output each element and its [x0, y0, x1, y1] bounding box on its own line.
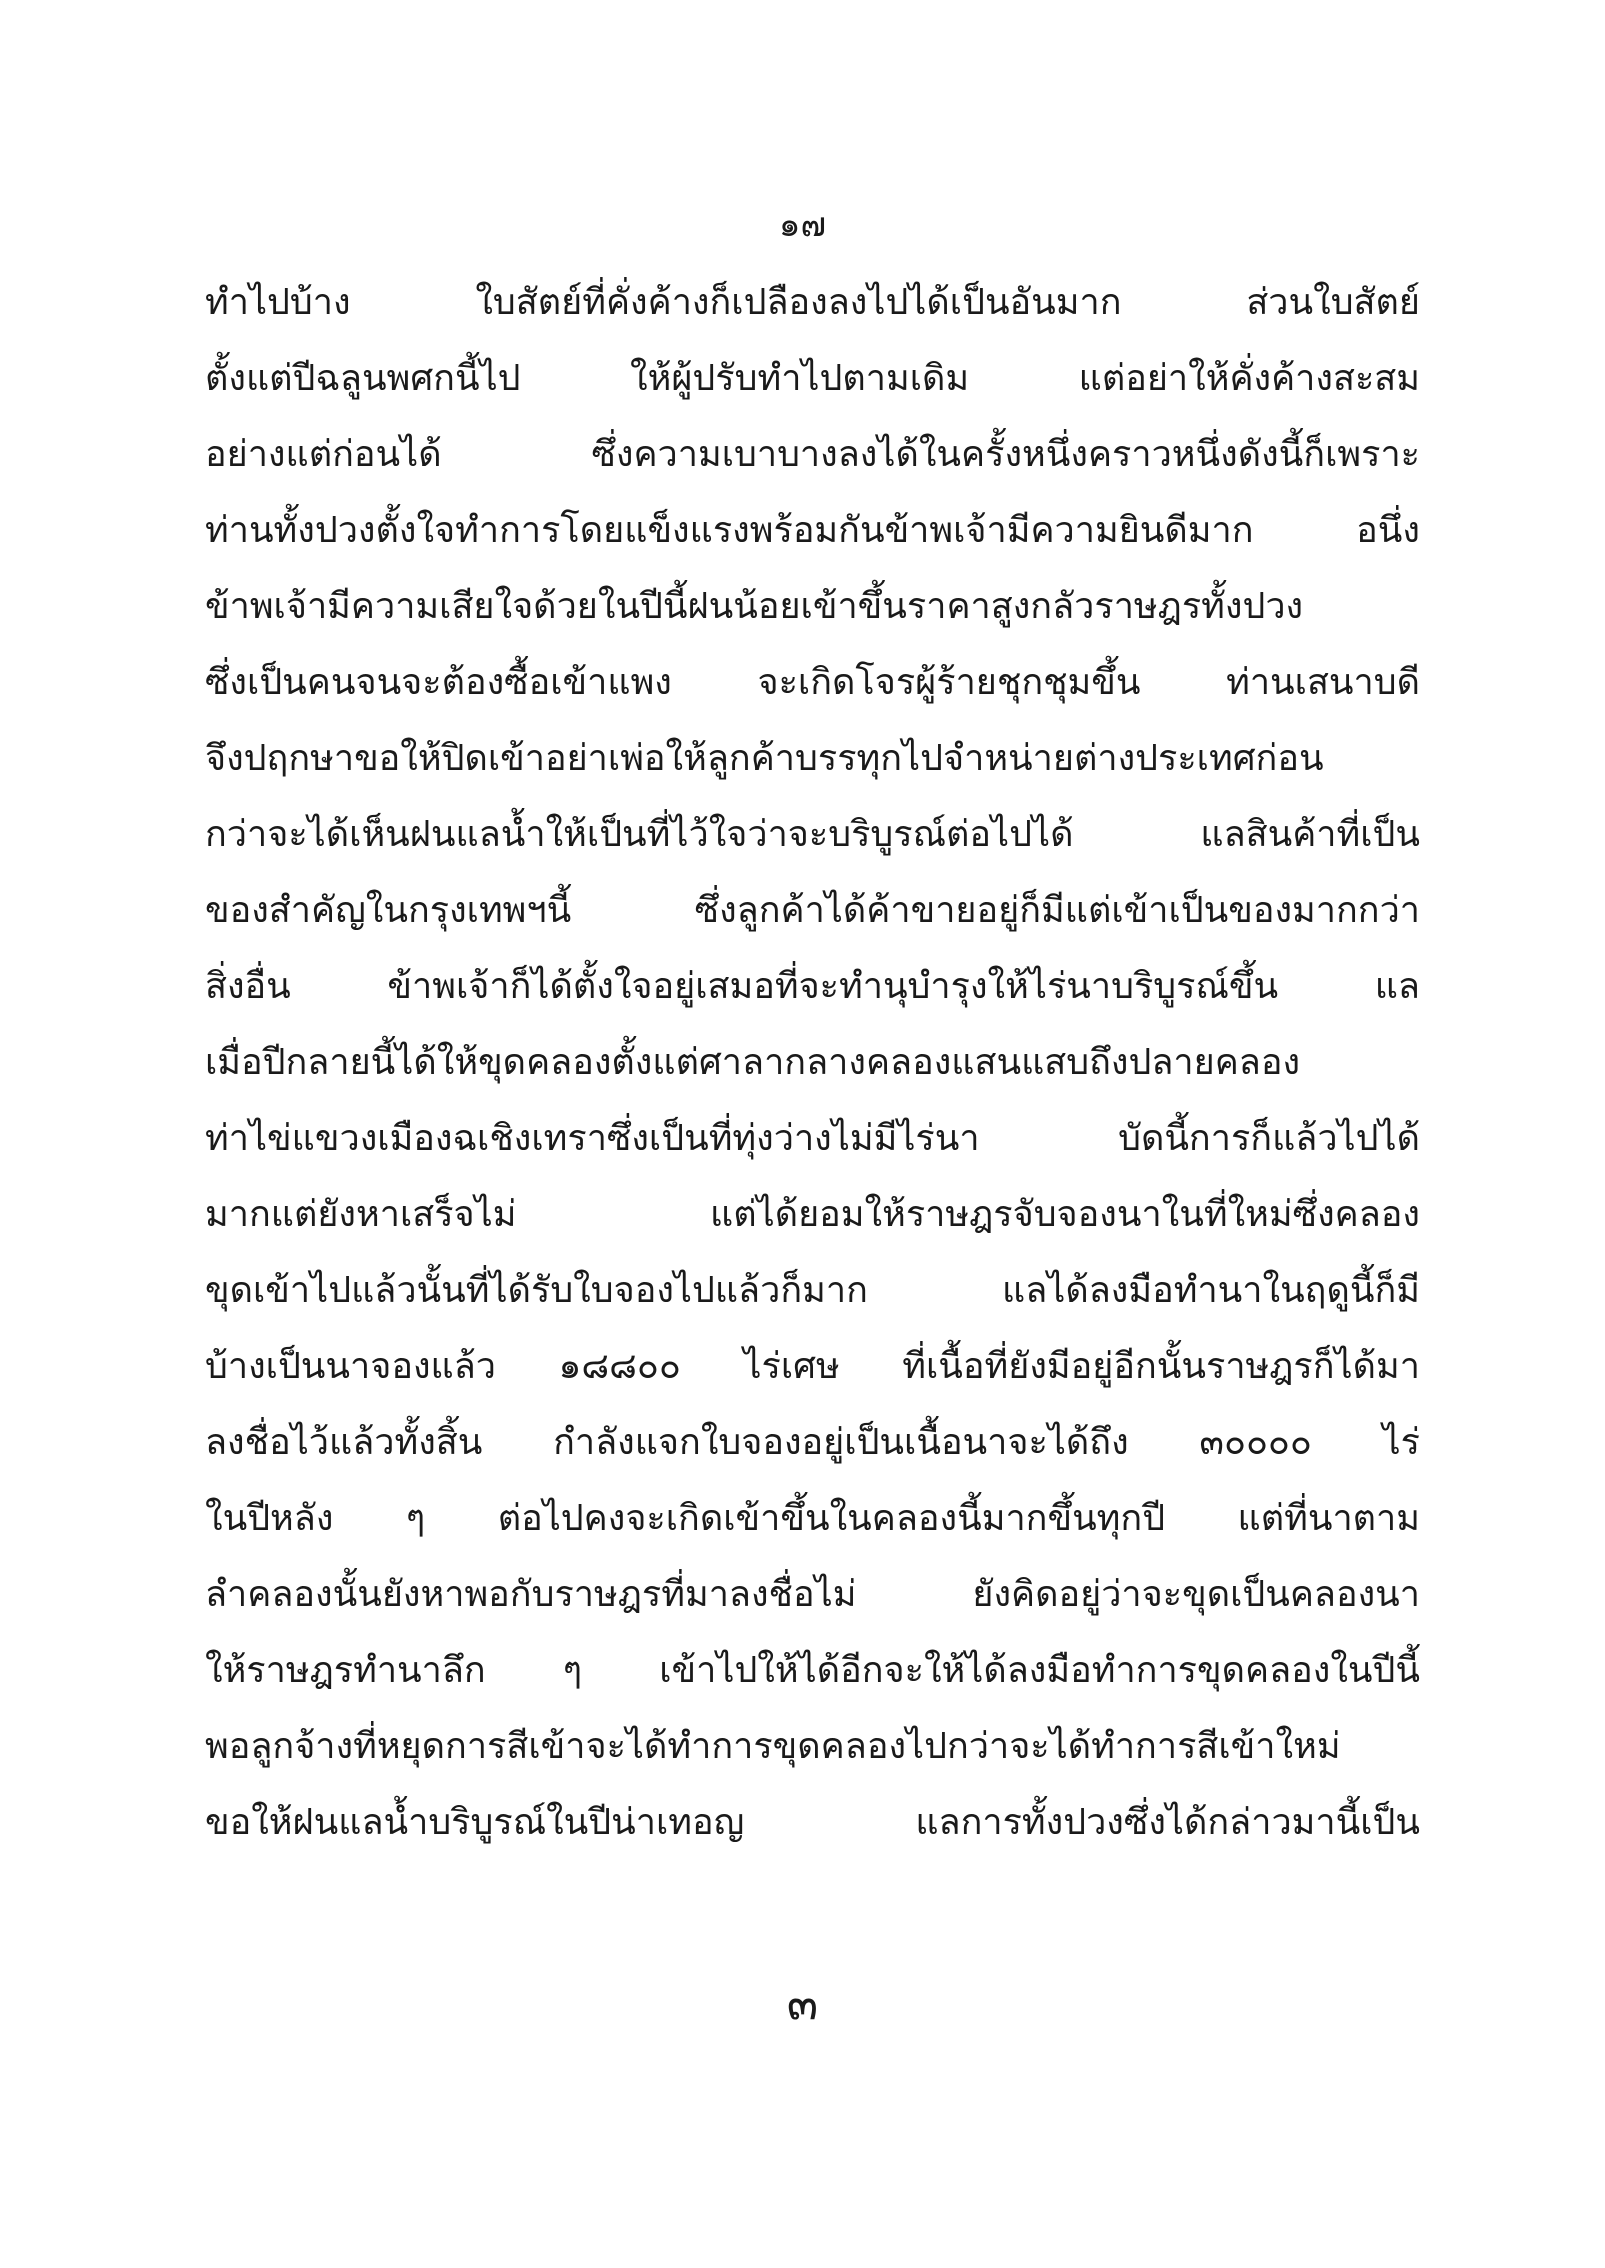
text-line: เมื่อปีกลายนี้ได้ให้ขุดคลองตั้งแต่ศาลากลางคลองแสนแสบถึงปลายคลอง — [205, 1042, 1301, 1083]
text-line: อย่างแต่ก่อนได้ ซึ่งความเบาบางลงได้ในครั้งหนึ่งคราวหนึ่งดังนี้ก็เพราะ — [205, 434, 1420, 475]
text-line: ในปีหลัง ๆ ต่อไปคงจะเกิดเข้าขึ้นในคลองนี้มากขึ้นทุกปี แต่ที่นาตาม — [205, 1498, 1420, 1539]
text-line: ท่านทั้งปวงตั้งใจทำการโดยแข็งแรงพร้อมกันข้าพเจ้ามีความยินดีมาก อนึ่ง — [205, 510, 1420, 551]
text-line: ให้ราษฎรทำนาลึก ๆ เข้าไปให้ได้อีกจะให้ได้ลงมือทำการขุดคลองในปีนี้ — [205, 1650, 1420, 1691]
text-line: ขอให้ฝนแลน้ำบริบูรณ์ในปีน่าเทอญ แลการทั้งปวงซึ่งได้กล่าวมานี้เป็น — [205, 1802, 1420, 1843]
text-line: สิ่งอื่น ข้าพเจ้าก็ได้ตั้งใจอยู่เสมอที่จะทำนุบำรุงให้ไร่นาบริบูรณ์ขึ้น แล — [205, 966, 1420, 1007]
text-line: กว่าจะได้เห็นฝนแลน้ำให้เป็นที่ไว้ใจว่าจะบริบูรณ์ต่อไปได้ แลสินค้าที่เป็น — [205, 814, 1420, 855]
text-line: บ้างเป็นนาจองแล้ว ๑๘๘๐๐ ไร่เศษ ที่เนื้อที่ยังมีอยู่อีกนั้นราษฎรก็ได้มา — [205, 1346, 1420, 1387]
text-line: ตั้งแต่ปีฉลูนพศกนี้ไป ให้ผู้ปรับทำไปตามเดิม แต่อย่าให้คั่งค้างสะสม — [205, 358, 1420, 399]
body-text — [205, 265, 1420, 1861]
page-footer-number: ๓ — [786, 1976, 819, 2030]
text-line: ซึ่งเป็นคนจนจะต้องซื้อเข้าแพง จะเกิดโจรผู้ร้ายชุกชุมขึ้น ท่านเสนาบดี — [205, 662, 1420, 703]
text-line: ของสำคัญในกรุงเทพฯนี้ ซึ่งลูกค้าได้ค้าขายอยู่ก็มีแต่เข้าเป็นของมากกว่า — [205, 890, 1420, 931]
text-line: พอลูกจ้างที่หยุดการสีเข้าจะได้ทำการขุดคลองไปกว่าจะได้ทำการสีเข้าใหม่ — [205, 1726, 1341, 1767]
text-line: ลงชื่อไว้แล้วทั้งสิ้น กำลังแจกใบจองอยู่เป็นเนื้อนาจะได้ถึง ๓๐๐๐๐ ไร่ — [205, 1422, 1420, 1463]
text-line: จึงปฤกษาขอให้ปิดเข้าอย่าเพ่อให้ลูกค้าบรรทุกไปจำหน่ายต่างประเทศก่อน — [205, 738, 1324, 779]
text-line: ท่าไข่แขวงเมืองฉเชิงเทราซึ่งเป็นที่ทุ่งว่างไม่มีไร่นา บัดนี้การก็แล้วไปได้ — [205, 1118, 1420, 1159]
text-line: ขุดเข้าไปแล้วนั้นที่ได้รับใบจองไปแล้วก็มาก แลได้ลงมือทำนาในฤดูนี้ก็มี — [205, 1270, 1420, 1311]
text-line: ทำไปบ้าง ใบสัตย์ที่คั่งค้างก็เปลืองลงไปได้เป็นอันมาก ส่วนใบสัตย์ — [205, 282, 1420, 323]
text-line: ข้าพเจ้ามีความเสียใจด้วยในปีนี้ฝนน้อยเข้าขึ้นราคาสูงกลัวราษฎรทั้งปวง — [205, 586, 1304, 627]
text-line: ลำคลองนั้นยังหาพอกับราษฎรที่มาลงชื่อไม่ ยังคิดอยู่ว่าจะขุดเป็นคลองนา — [205, 1574, 1420, 1615]
page-header-number: ๑๗ — [778, 205, 827, 245]
text-line: มากแต่ยังหาเสร็จไม่ แต่ได้ยอมให้ราษฎรจับจองนาในที่ใหม่ซึ่งคลอง — [205, 1194, 1420, 1235]
